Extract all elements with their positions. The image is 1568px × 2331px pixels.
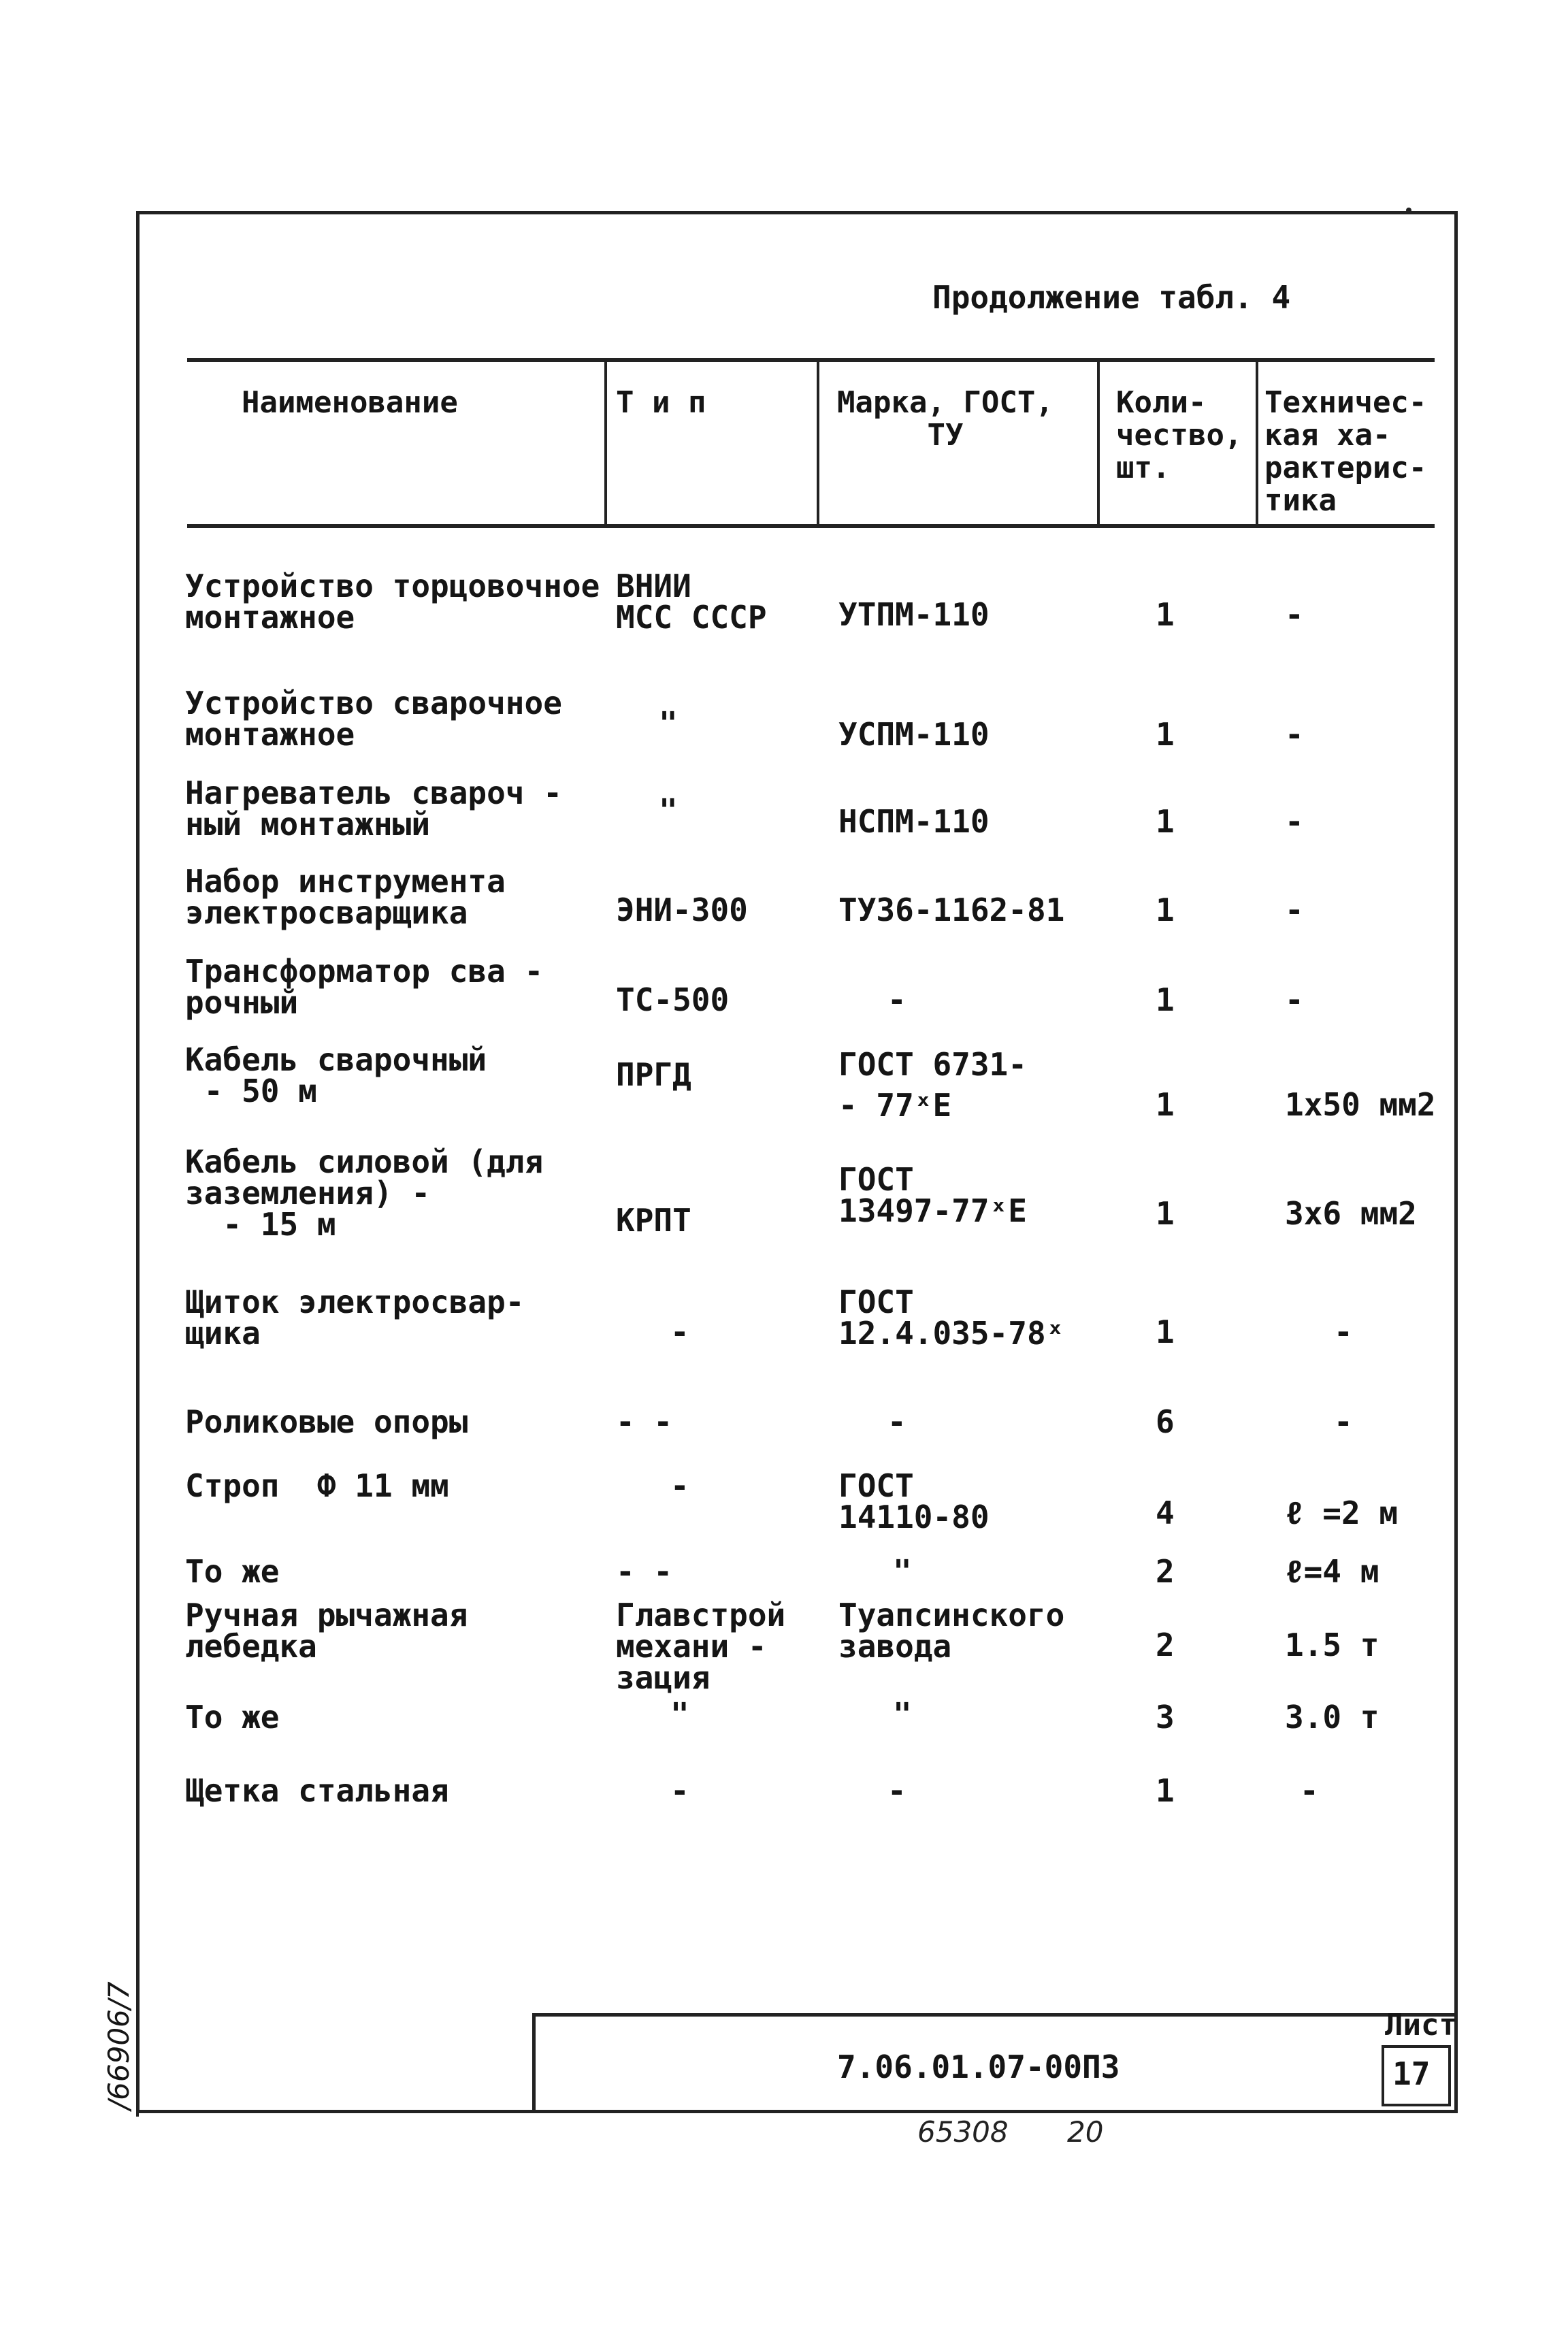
row-spec: -: [1285, 716, 1304, 753]
row-mark: НСПМ-110: [838, 803, 990, 840]
column-header-type: Т и п: [616, 385, 706, 420]
column-header-spec: Техничес- кая ха- рактерис- тика: [1264, 385, 1427, 518]
row-mark: ": [893, 1696, 912, 1733]
header-divider-2: [817, 361, 819, 525]
row-name: Кабель сварочный - 50 м: [185, 1041, 487, 1109]
header-divider-4: [1256, 361, 1258, 525]
row-spec: 1х50 мм2: [1285, 1086, 1436, 1123]
row-spec: 1.5 т: [1285, 1627, 1379, 1663]
row-spec: 3.0 т: [1285, 1699, 1379, 1735]
row-quantity: 6: [1156, 1403, 1175, 1440]
row-name: То же: [185, 1699, 280, 1735]
row-type: Главстрой механи - зация: [616, 1597, 786, 1696]
row-quantity: 2: [1156, 1627, 1175, 1663]
row-name: Строп Ф 11 мм: [185, 1467, 449, 1504]
row-mark: Туапсинского завода: [838, 1597, 1065, 1665]
row-name: Щиток электросвар- щика: [185, 1284, 525, 1352]
row-type: - -: [616, 1553, 673, 1590]
row-type: ": [659, 705, 678, 742]
row-type: - -: [616, 1403, 673, 1440]
row-name: Щетка стальная: [185, 1772, 449, 1809]
row-spec: 3х6 мм2: [1285, 1195, 1417, 1232]
row-spec: -: [1334, 1314, 1353, 1350]
row-spec: -: [1334, 1403, 1353, 1440]
header-divider-3: [1097, 361, 1100, 525]
row-mark: ": [893, 1553, 912, 1590]
row-type: ТС-500: [616, 981, 730, 1018]
row-mark: УТПМ-110: [838, 596, 990, 633]
column-header-name: Наименование: [242, 385, 458, 420]
row-mark: -: [887, 981, 906, 1018]
row-name: Роликовые опоры: [185, 1403, 468, 1440]
row-quantity: 1: [1156, 1772, 1175, 1809]
row-spec: -: [1285, 596, 1304, 633]
row-mark: ГОСТ 6731- - 77ˣЕ: [838, 1046, 1027, 1124]
row-mark: ГОСТ 14110-80: [838, 1467, 990, 1535]
row-name: Устройство торцовочное монтажное: [185, 568, 600, 636]
row-type: ПРГД: [616, 1056, 691, 1093]
row-spec: -: [1300, 1772, 1319, 1809]
row-type: ": [659, 792, 678, 829]
row-spec: -: [1285, 981, 1304, 1018]
header-divider-1: [604, 361, 607, 525]
row-quantity: 1: [1156, 892, 1175, 928]
row-mark: -: [887, 1772, 906, 1809]
row-type: ЭНИ-300: [616, 892, 748, 928]
row-type: -: [670, 1772, 689, 1809]
row-name: Нагреватель свароч - ный монтажный: [185, 775, 562, 843]
row-spec: ℓ=4 м: [1285, 1553, 1379, 1590]
table-caption: Продолжение табл. 4: [932, 279, 1291, 316]
row-type: -: [670, 1314, 689, 1350]
row-type: ": [670, 1696, 689, 1733]
document-code: 7.06.01.07-00ПЗ: [837, 2049, 1120, 2085]
order-number: 65308: [917, 2115, 1009, 2149]
row-quantity: 1: [1156, 803, 1175, 840]
row-name: Набор инструмента электросварщика: [185, 863, 506, 931]
row-quantity: 1: [1156, 1086, 1175, 1123]
inventory-rule: [136, 1933, 139, 2117]
row-mark: УСПМ-110: [838, 716, 990, 753]
row-name: То же: [185, 1553, 280, 1590]
header-top-rule: [187, 358, 1435, 362]
row-spec: ℓ =2 м: [1285, 1495, 1399, 1531]
row-quantity: 1: [1156, 1314, 1175, 1350]
row-name: Устройство сварочное монтажное: [185, 685, 562, 753]
header-bottom-rule: [187, 524, 1435, 528]
row-name: Трансформатор сва - рочный: [185, 953, 544, 1021]
row-quantity: 2: [1156, 1553, 1175, 1590]
sheet-label: Лист: [1385, 2008, 1457, 2042]
row-mark: ГОСТ 13497-77ˣЕ: [838, 1161, 1027, 1229]
column-header-mark: Марка, ГОСТ, ТУ: [837, 385, 1054, 453]
row-name: Ручная рычажная лебедка: [185, 1597, 468, 1665]
sheet-number: 17: [1392, 2055, 1431, 2092]
column-header-quantity: Коли- чество, шт.: [1116, 385, 1243, 485]
row-spec: -: [1285, 803, 1304, 840]
row-quantity: 3: [1156, 1699, 1175, 1735]
row-type: КРПТ: [616, 1202, 691, 1239]
row-type: ВНИИ МСС СССР: [616, 568, 767, 636]
row-type: -: [670, 1467, 689, 1504]
row-quantity: 1: [1156, 981, 1175, 1018]
corner-mark: [1406, 208, 1411, 213]
row-quantity: 1: [1156, 596, 1175, 633]
row-spec: -: [1285, 892, 1304, 928]
inventory-number: /66906/7: [102, 1981, 135, 2110]
row-quantity: 1: [1156, 1195, 1175, 1232]
row-mark: ГОСТ 12.4.035-78ˣ: [838, 1284, 1065, 1352]
copy-number: 20: [1067, 2115, 1104, 2149]
row-quantity: 4: [1156, 1495, 1175, 1531]
row-mark: ТУ36-1162-81: [838, 892, 1065, 928]
row-name: Кабель силовой (для заземления) - - 15 м: [185, 1143, 544, 1243]
row-quantity: 1: [1156, 716, 1175, 753]
row-mark: -: [887, 1403, 906, 1440]
